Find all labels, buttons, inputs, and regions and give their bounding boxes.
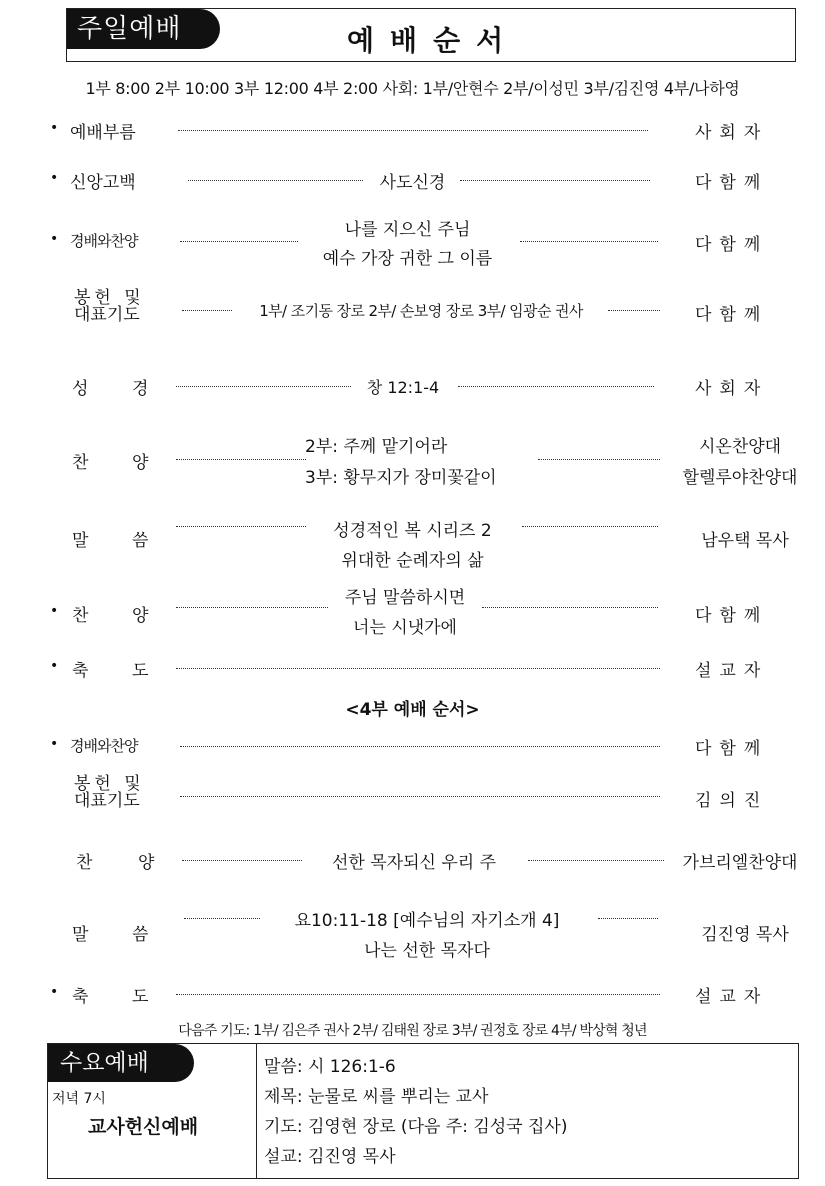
item-label-char2: 씀 — [132, 925, 149, 945]
dot-leader — [460, 180, 650, 181]
sunday-service-tag: 주일예배 — [67, 9, 220, 49]
item-label-char1: 찬 — [72, 606, 89, 626]
item-content-line1: 2부: 주께 맡기어라 — [305, 437, 448, 457]
item-label-char2: 양 — [132, 453, 149, 473]
wednesday-subtitle: 교사헌신예배 — [88, 1116, 199, 1138]
item-leader: 김진영 목사 — [701, 925, 789, 945]
item-label-line2: 대표기도 — [74, 791, 140, 811]
next-week-prayer: 다음주 기도: 1부/ 김은주 권사 2부/ 김태원 장로 3부/ 권정호 장로 4부/ 박상혁 청년 — [178, 1023, 647, 1039]
dot-leader — [528, 860, 664, 861]
item-label-char1: 찬 — [76, 853, 93, 873]
item-leader-line1: 시온찬양대 — [698, 437, 782, 457]
item-leader-line2: 할렐루야찬양대 — [682, 468, 798, 488]
wednesday-service-tag: 수요예배 — [48, 1044, 194, 1082]
item-content-line2: 너는 시냇가에 — [353, 618, 457, 638]
item-label: 신앙고백 — [70, 173, 136, 193]
item-label-line1: 봉헌 및 — [74, 774, 145, 794]
dot-leader — [482, 607, 658, 608]
dot-leader — [180, 746, 660, 747]
item-label-char1: 찬 — [72, 453, 89, 473]
wednesday-service-box — [47, 1043, 799, 1179]
item-label: 경배와찬양 — [70, 737, 138, 755]
dot-leader — [188, 180, 363, 181]
item-label-char2: 도 — [132, 987, 149, 1007]
item-label-line1: 봉헌 및 — [74, 288, 145, 308]
item-leader: 사회자 — [695, 123, 769, 143]
item-label: 예배부름 — [70, 123, 136, 143]
service-times: 1부 8:00 2부 10:00 3부 12:00 4부 2:00 사회: 1부/안현수 2부/이성민 3부/김진영 4부/나하영 — [85, 79, 740, 98]
item-leader: 설교자 — [695, 987, 769, 1007]
bullet: • — [50, 231, 59, 247]
wednesday-details — [264, 1052, 567, 1172]
item-content: 1부/ 조기동 장로 2부/ 손보영 장로 3부/ 임광순 권사 — [259, 302, 583, 320]
item-label-char2: 씀 — [132, 531, 149, 551]
item-label-char2: 양 — [132, 606, 149, 626]
dot-leader — [520, 241, 658, 242]
item-label-char1: 축 — [72, 987, 89, 1007]
item-content: 창 12:1-4 — [366, 378, 440, 397]
bullet: • — [50, 658, 59, 674]
item-content-line2: 위대한 순례자의 삶 — [341, 551, 484, 571]
item-label-char1: 말 — [72, 531, 89, 551]
dot-leader — [176, 994, 660, 995]
item-content-line2: 3부: 황무지가 장미꽃같이 — [305, 468, 497, 488]
dot-leader — [608, 310, 660, 311]
item-label-char1: 말 — [72, 925, 89, 945]
dot-leader — [180, 241, 298, 242]
dot-leader — [598, 918, 658, 919]
sermon-title-line: 제목: 눈물로 씨를 뿌리는 교사 — [264, 1087, 489, 1107]
item-label-char1: 성 — [72, 379, 89, 399]
header-box — [66, 8, 796, 62]
bullet: • — [50, 603, 59, 619]
dot-leader — [182, 860, 302, 861]
dot-leader — [458, 386, 654, 387]
prayer-line: 기도: 김영현 장로 (다음 주: 김성국 집사) — [264, 1117, 568, 1137]
item-leader: 가브리엘찬양대 — [682, 853, 798, 873]
bullet: • — [50, 170, 59, 186]
item-leader: 다함께 — [695, 305, 769, 325]
dot-leader — [182, 310, 232, 311]
item-content: 사도신경 — [379, 173, 446, 193]
dot-leader — [176, 386, 351, 387]
dot-leader — [522, 526, 658, 527]
item-leader: 다함께 — [695, 235, 769, 255]
item-label-char2: 도 — [132, 661, 149, 681]
page-title: 예배순서 — [347, 24, 520, 57]
bullet: • — [50, 984, 59, 1000]
fourth-service-heading: <4부 예배 순서> — [345, 700, 480, 720]
bullet: • — [50, 120, 59, 136]
dot-leader — [178, 130, 648, 131]
item-content-line2: 나는 선한 목자다 — [364, 941, 490, 961]
wednesday-time: 저녁 7시 — [52, 1091, 106, 1107]
sermon-text-line: 말씀: 시 126:1-6 — [264, 1057, 396, 1077]
item-label-char2: 양 — [138, 853, 155, 873]
item-leader: 김의진 — [695, 791, 769, 811]
divider — [256, 1044, 257, 1178]
dot-leader — [176, 459, 306, 460]
item-label-line2: 대표기도 — [74, 305, 140, 325]
item-content-line1: 주님 말씀하시면 — [344, 588, 466, 608]
dot-leader — [176, 526, 306, 527]
dot-leader — [180, 796, 660, 797]
item-content-line1: 요10:11-18 [예수님의 자기소개 4] — [294, 911, 560, 931]
item-content-line1: 나를 지으신 주님 — [344, 220, 471, 240]
bullet: • — [50, 736, 59, 752]
item-leader: 설교자 — [695, 661, 769, 681]
item-leader: 사회자 — [695, 379, 769, 399]
item-label: 경배와찬양 — [70, 232, 138, 250]
dot-leader — [176, 668, 660, 669]
item-leader: 남우택 목사 — [701, 531, 789, 551]
preacher-line: 설교: 김진영 목사 — [264, 1147, 396, 1167]
dot-leader — [538, 459, 660, 460]
item-leader: 다함께 — [695, 739, 769, 759]
item-label-char1: 축 — [72, 661, 89, 681]
item-content: 선한 목자되신 우리 주 — [331, 853, 496, 873]
dot-leader — [184, 918, 260, 919]
item-content-line1: 성경적인 복 시리즈 2 — [333, 521, 492, 541]
item-label-char2: 경 — [132, 379, 149, 399]
item-leader: 다함께 — [695, 173, 769, 193]
item-content-line2: 예수 가장 귀한 그 이름 — [322, 249, 493, 269]
dot-leader — [176, 607, 328, 608]
item-leader: 다함께 — [695, 606, 769, 626]
